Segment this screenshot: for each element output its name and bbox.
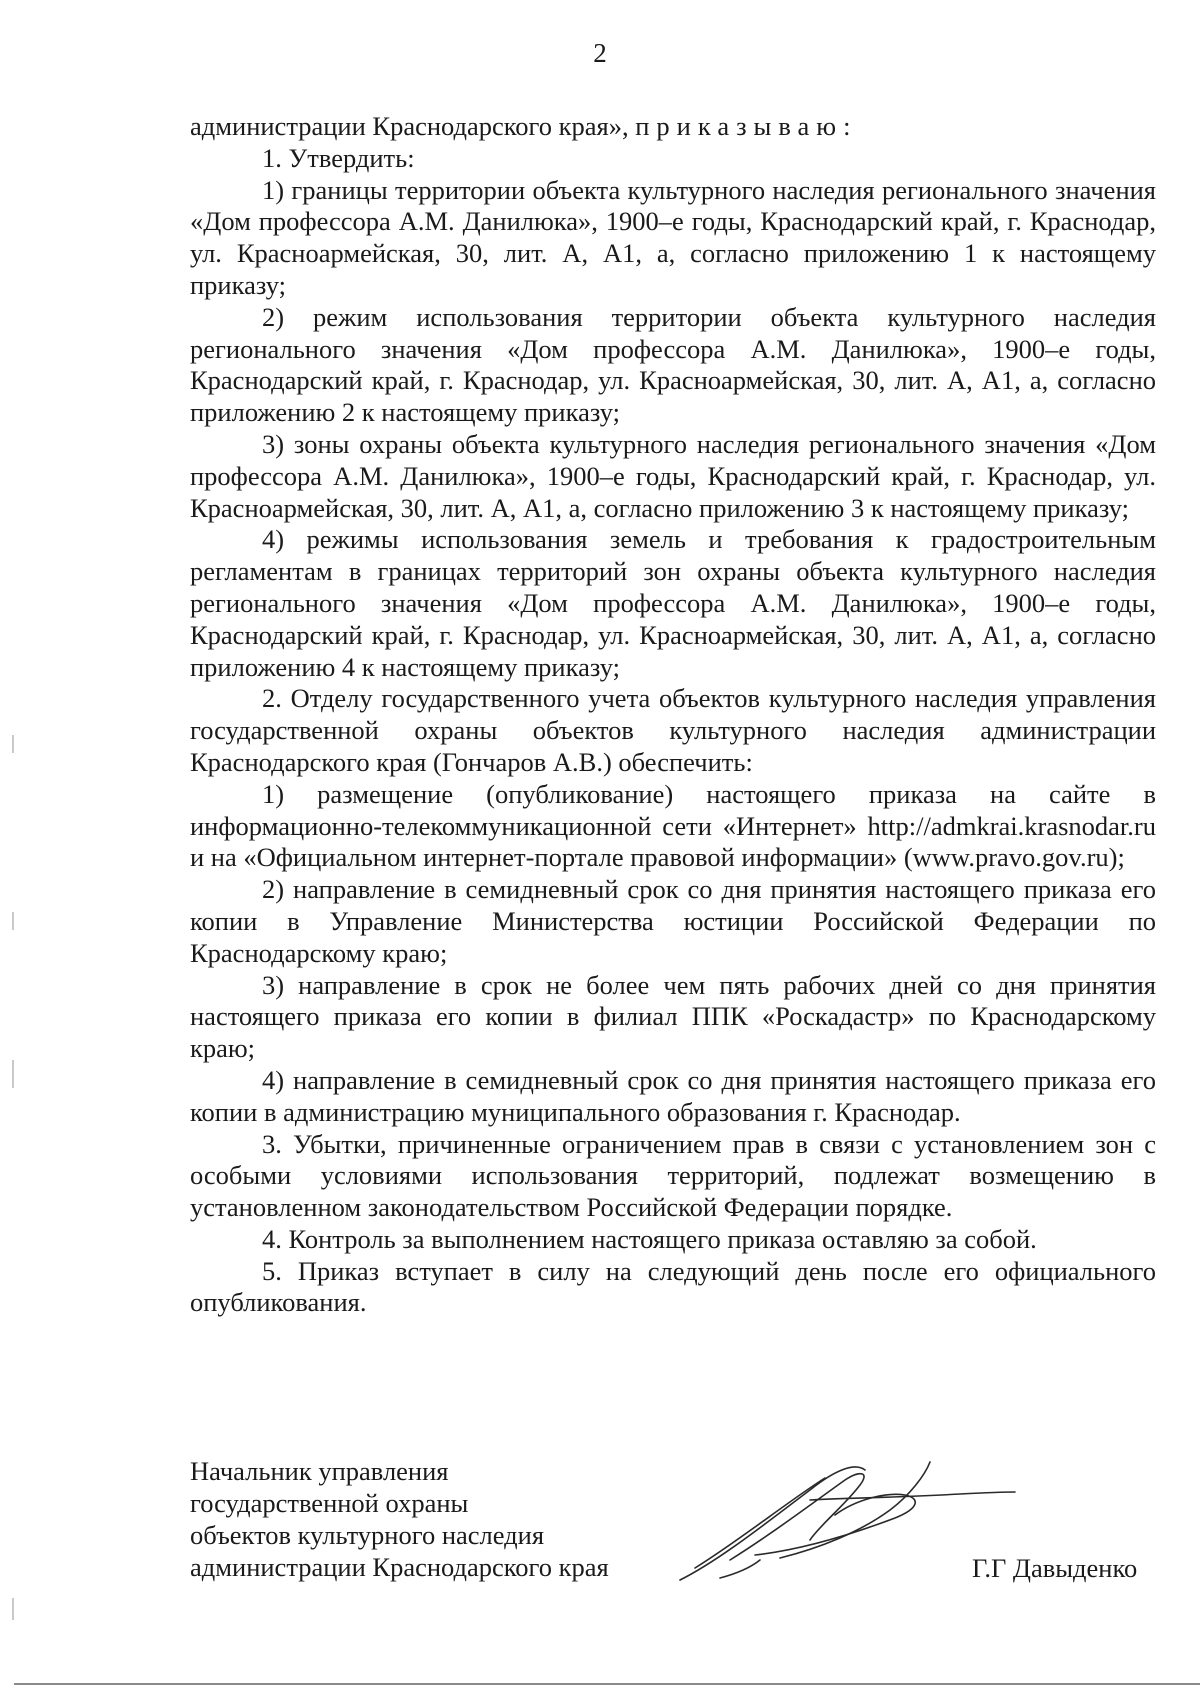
- paragraph-intro: [190, 111, 1156, 143]
- intro-text: администрации Краснодарского края»,: [190, 111, 636, 141]
- margin-scan-mark: [12, 1598, 14, 1620]
- paragraph-item-3: 3. Убытки, причиненные ограничением прав в связи с установлением зон с особыми условиями использования территорий, подлежат возмещению в установленном законодательством Российской Федерации порядке.: [190, 1128, 1156, 1223]
- page-bottom-edge: [14, 1683, 1200, 1685]
- signatory-title-line-2: государственной охраны: [190, 1488, 469, 1518]
- paragraph-item-2-4: 4) направление в семидневный срок со дня принятия настоящего приказа его копии в администрацию муниципального образования г. Краснодар.: [190, 1064, 1156, 1127]
- signatory-title: [190, 1455, 609, 1583]
- page-number: 2: [593, 38, 607, 68]
- document-body: [190, 111, 1156, 1319]
- paragraph-item-5: 5. Приказ вступает в силу на следующий день после его официального опубликования.: [190, 1255, 1156, 1318]
- paragraph-item-1-4: 4) режимы использования земель и требования к градостроительным регламентам в границах территорий зон охраны объекта культурного наследия регионального значения «Дом профессора А.М. Данилюка», 1900–е годы, Краснодарский край, г. Краснодар, ул. Красноармейская, 30, лит. А, А1, а, согласно приложению 4 к настоящему приказу;: [190, 524, 1156, 682]
- margin-scan-mark: [12, 1060, 14, 1088]
- signatory-title-line-4: администрации Краснодарского края: [190, 1552, 609, 1582]
- paragraph-item-4: 4. Контроль за выполнением настоящего приказа оставляю за собой.: [262, 1223, 1037, 1254]
- paragraph-item-2-1: 1) размещение (опубликование) настоящего приказа на сайте в информационно-телекоммуникационной сети «Интернет» http://admkrai.krasnodar.ru и на «Официальном интернет-портале правовой информации» (www.pravo.gov.ru);: [190, 778, 1156, 873]
- signatory-title-line-3: объектов культурного наследия: [190, 1520, 545, 1550]
- order-word: приказываю:: [635, 111, 858, 141]
- signatory-title-line-1: Начальник управления: [190, 1456, 449, 1486]
- handwritten-signature: [660, 1440, 1020, 1590]
- paragraph-approve: 1. Утвердить:: [262, 142, 415, 173]
- paragraph-item-1-3: 3) зоны охраны объекта культурного наследия регионального значения «Дом профессора А.М. Данилюка», 1900–е годы, Краснодарский край, г. Краснодар, ул. Красноармейская, 30, лит. А, А1, а, согласно приложению 3 к настоящему приказу;: [190, 428, 1156, 523]
- paragraph-item-2-3: 3) направление в срок не более чем пять рабочих дней со дня принятия настоящего приказа его копии в филиал ППК «Роскадастр» по Краснодарскому краю;: [190, 969, 1156, 1064]
- margin-scan-mark: [12, 912, 14, 930]
- signer-name: Г.Г Давыденко: [972, 1553, 1138, 1583]
- paragraph-item-1-1: 1) границы территории объекта культурного наследия регионального значения «Дом профессора А.М. Данилюка», 1900–е годы, Краснодарский край, г. Краснодар, ул. Красноармейская, 30, лит. А, А1, а, согласно приложению 1 к настоящему приказу;: [190, 174, 1156, 300]
- margin-scan-mark: [12, 735, 14, 753]
- paragraph-item-2-2: 2) направление в семидневный срок со дня принятия настоящего приказа его копии в Управление Министерства юстиции Российской Федерации по Краснодарскому краю;: [190, 874, 1156, 968]
- paragraph-item-1-2: 2) режим использования территории объекта культурного наследия регионального значения «Дом профессора А.М. Данилюка», 1900–е годы, Краснодарский край, г. Краснодар, ул. Красноармейская, 30, лит. А, А1, а, согласно приложению 2 к настоящему приказу;: [190, 301, 1156, 428]
- paragraph-item-2: 2. Отделу государственного учета объектов культурного наследия управления государственной охраны объектов культурного наследия администрации Краснодарского края (Гончаров А.В.) обеспечить:: [190, 683, 1156, 777]
